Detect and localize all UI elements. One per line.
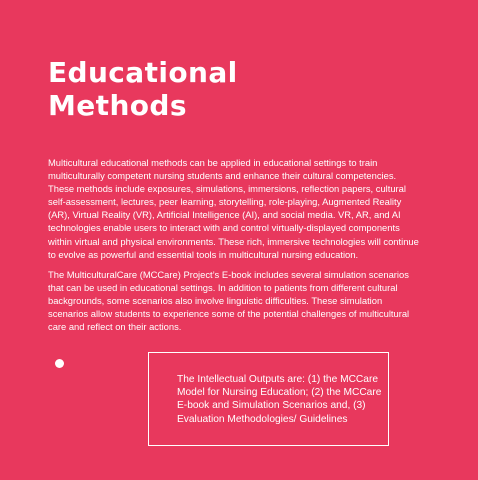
callout-text: The Intellectual Outputs are: (1) the MCCare Model for Nursing Education; (2) the MCCare E-book and Simulation Scenarios and, (3) Evaluation Methodologies/ Guidelines	[177, 374, 382, 425]
callout-box	[148, 352, 389, 446]
bullet-dot	[55, 359, 64, 368]
page-title-line-2: Methods	[48, 89, 187, 122]
intro-paragraph: Multicultural educational methods can be applied in educational settings to train multiculturally competent nursing students and enhance their cultural competencies. These methods include exposures, simulations, immersions, reflection papers, cultural self-assessment, lectures, peer learning, storytelling, role-playing, Augmented Reality (AR), Virtual Reality (VR), Artificial Intelligence (AI), and social media. VR, AR, and AI technologies enable users to interact with and control virtually-displayed components within virtual and physical environments. These rich, immersive technologies will continue to evolve as powerful and essential tools in multicultural nursing education.	[48, 157, 419, 260]
page-title	[48, 56, 238, 122]
page-title-line-1: Educational	[48, 56, 238, 89]
ebook-paragraph: The MulticulturalCare (MCCare) Project’s E-book includes several simulation scenarios that can be used in educational settings. In addition to patients from different cultural backgrounds, some scenarios also involve linguistic difficulties. These simulation scenarios allow students to experience some of the potential challenges of multicultural care and reflect on their actions.	[48, 269, 410, 333]
